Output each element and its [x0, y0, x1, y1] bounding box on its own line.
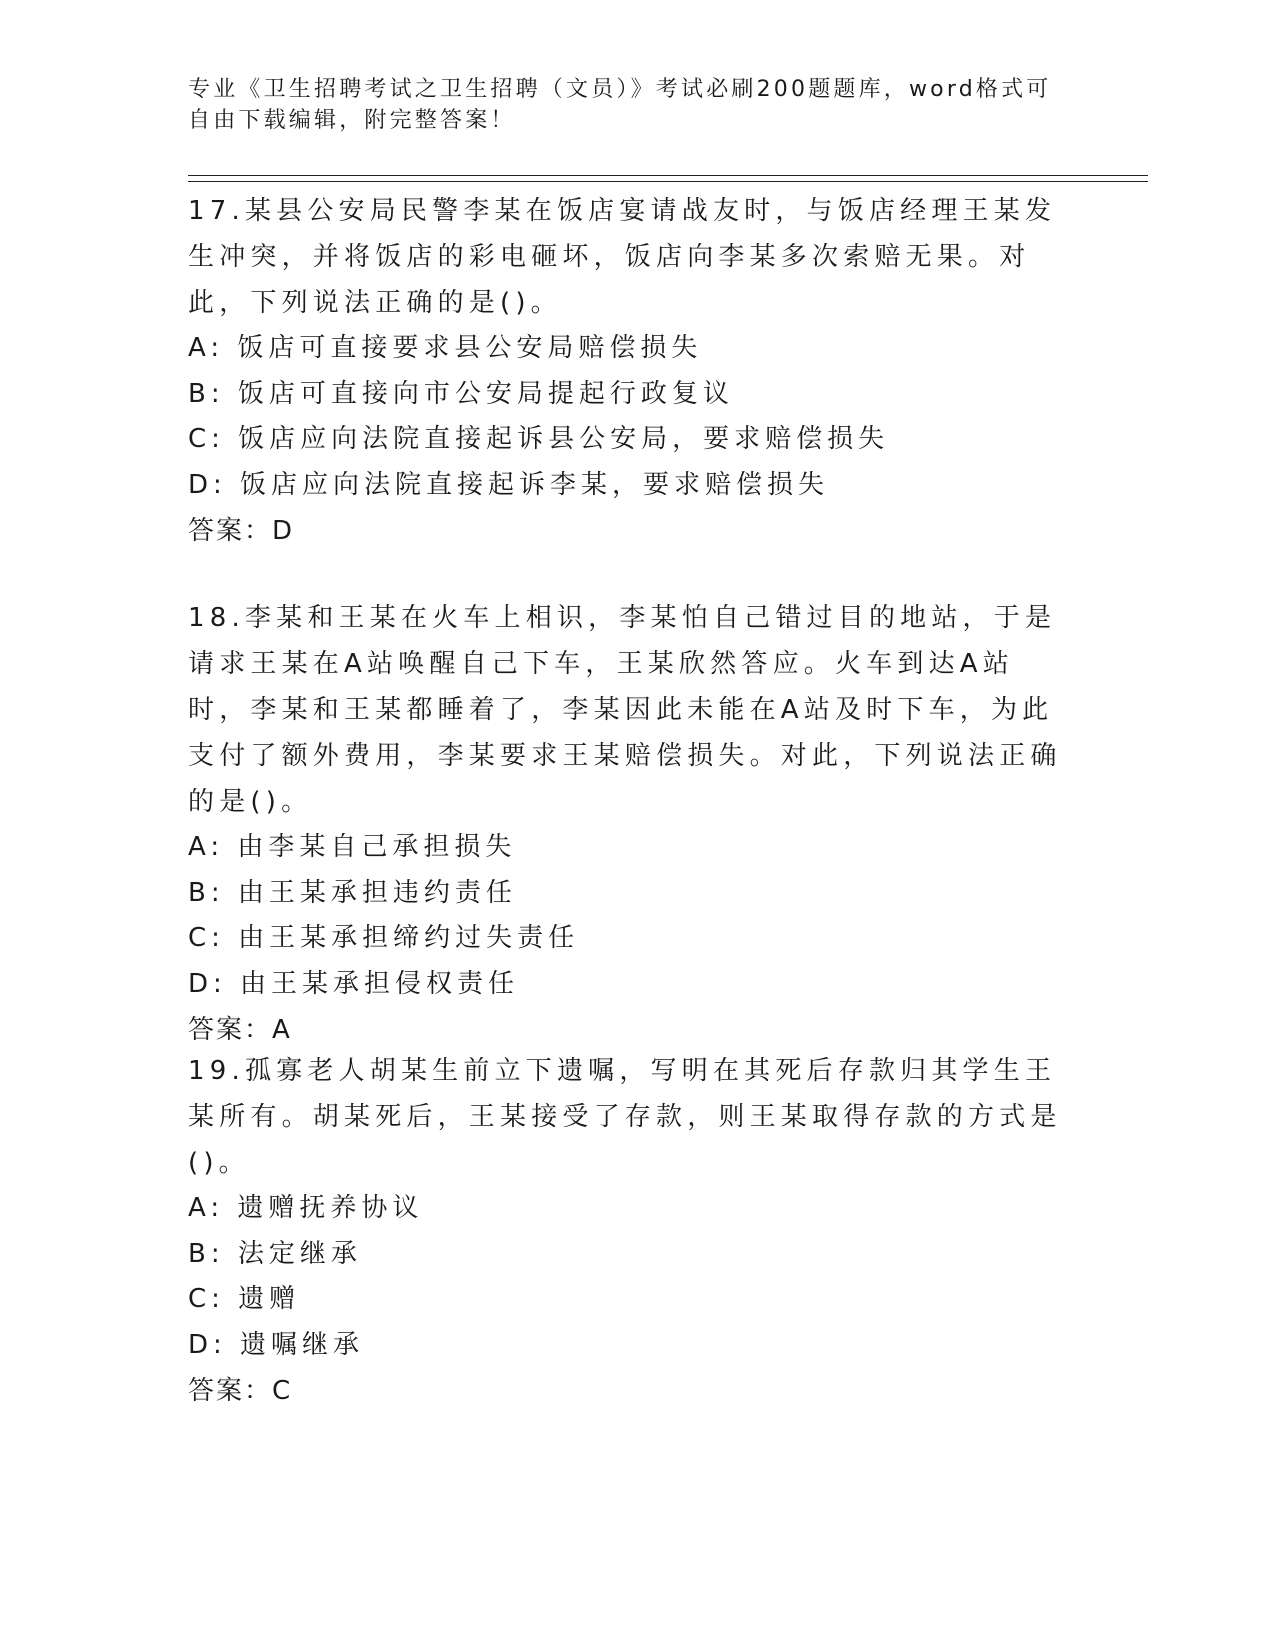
answer-line: 答案：A [188, 1015, 292, 1045]
document-header: 专业《卫生招聘考试之卫生招聘（文员）》考试必刷200题题库，word格式可自由下载编辑，附完整答案！ [188, 77, 1052, 133]
option-d: D: 饭店应向法院直接起诉李某，要求赔偿损失 [188, 469, 830, 500]
option-c: C: 遗赠 [188, 1284, 301, 1314]
option-a: A: 饭店可直接要求县公安局赔偿损失 [188, 333, 703, 363]
option-c: C: 饭店应向法院直接起诉县公安局，要求赔偿损失 [188, 424, 890, 454]
question-stem: 19.孤寡老人胡某生前立下遗嘱，写明在其死后存款归其学生王某所有。胡某死后，王某接受了存款，则王某取得存款的方式是()。 [188, 1056, 1062, 1178]
option-a: A: 遗赠抚养协议 [188, 1193, 424, 1223]
option-b: B: 由王某承担违约责任 [188, 877, 517, 908]
option-d: D: 由王某承担侵权责任 [188, 968, 520, 999]
option-b: B: 饭店可直接向市公安局提起行政复议 [188, 378, 734, 409]
header-divider-bottom [188, 181, 1148, 182]
question-17 [188, 188, 1068, 554]
option-a: A: 由李某自己承担损失 [188, 832, 517, 862]
question-19 [188, 1048, 1068, 1414]
question-18 [188, 595, 1068, 1053]
question-stem: 17.某县公安局民警李某在饭店宴请战友时，与饭店经理王某发生冲突，并将饭店的彩电砸坏，饭店向李某多次索赔无果。对此，下列说法正确的是()。 [188, 196, 1057, 318]
option-d: D: 遗嘱继承 [188, 1329, 365, 1360]
option-c: C: 由王某承担缔约过失责任 [188, 923, 580, 953]
option-list [188, 326, 1068, 508]
option-b: B: 法定继承 [188, 1238, 362, 1269]
question-stem: 18.李某和王某在火车上相识，李某怕自己错过目的地站，于是请求王某在A站唤醒自己下车，王某欣然答应。火车到达A站时，李某和王某都睡着了，李某因此未能在A站及时下车，为此支付了额外费用，李某要求王某赔偿损失。对此，下列说法正确的是()。 [188, 603, 1062, 817]
answer-line: 答案：C [188, 1376, 293, 1406]
option-list [188, 1186, 1068, 1368]
header-divider-top [188, 175, 1148, 176]
answer-line: 答案：D [188, 516, 295, 546]
option-list [188, 825, 1068, 1007]
